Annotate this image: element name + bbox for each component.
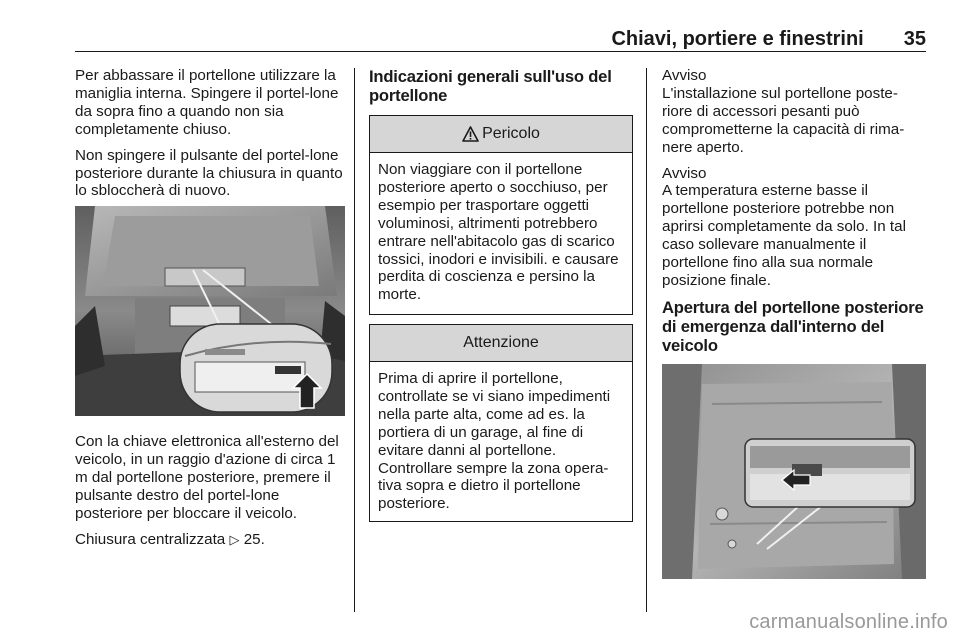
- paragraph-lower-tailgate: Per abbassare il portellone utilizzare la maniglia interna. Spingere il portel-lone da sopra fino a quando non sia completamente chiuso.: [75, 67, 339, 138]
- danger-box-body: Non viaggiare con il portellone posteriore aperto o socchiuso, per esempio per trasportare oggetti voluminosi, altrimenti potrebbero entrare nell'abitacolo gas di scarico tossici, inodori e invisibili. e causare perdita di coscienza e persino la morte.: [378, 161, 619, 304]
- right-column: [662, 67, 926, 355]
- tailgate-exterior-image: [75, 206, 345, 416]
- page-header: [75, 28, 926, 52]
- emergency-release-illustration: [662, 364, 926, 579]
- left-column: [75, 67, 347, 208]
- reference-page: 25.: [243, 530, 265, 548]
- danger-box-header: [370, 116, 632, 153]
- reference-arrow-icon: ▷: [229, 531, 240, 547]
- note-2-title: Avviso: [662, 164, 707, 182]
- section-heading-emergency-opening: Apertura del portellone posteriore di emergenza dall'interno del veicolo: [662, 297, 924, 355]
- paragraph-do-not-push-button: Non spingere il pulsante del portel-lone posteriore durante la chiusura in quanto lo sbloccherà di nuovo.: [75, 146, 343, 200]
- note-2-body: A temperatura esterne basse il portellone posteriore potrebbe non aprirsi completamente da solo. In tal caso sollevare manualmente il portellone fino alla sua normale posizione finale.: [662, 182, 906, 289]
- watermark: carmanualsonline.info: [749, 611, 948, 633]
- danger-box-title: Pericolo: [482, 125, 540, 142]
- note-1-body: L'installazione sul portellone poste-riore di accessori pesanti può comprometterne la capacità di rima-nere aperto.: [662, 84, 905, 156]
- caution-box-body: Prima di aprire il portellone, controllate se vi siano impedimenti nella parte alta, come ad es. la portiera di un garage, al fine di evitare danni al portellone. Controllare sempre la zona opera-tiva sopra e dietro il portellone posteriore.: [378, 370, 611, 513]
- danger-box: [369, 115, 633, 315]
- left-column-lower: [75, 433, 347, 556]
- section-heading-general-use: Indicazioni generali sull'uso del portellone: [369, 67, 612, 105]
- reference-text: Chiusura centralizzata: [75, 530, 226, 548]
- tailgate-button-illustration: [75, 206, 345, 416]
- paragraph-electronic-key: Con la chiave elettronica all'esterno del veicolo, in un raggio d'azione di circa 1 m dal portellone posteriore, premere il pulsante destro del portel-lone posteriore per bloccare il veicolo.: [75, 433, 339, 522]
- page-number: 35: [903, 28, 926, 50]
- caution-box: [369, 324, 633, 522]
- page-title: Chiavi, portiere e finestrini: [611, 28, 864, 50]
- caution-box-title: Attenzione: [463, 334, 539, 351]
- header-rule: [75, 51, 926, 52]
- caution-box-header: [370, 325, 632, 362]
- warning-triangle-icon: [462, 126, 479, 142]
- reference-central-locking[interactable]: [75, 531, 347, 549]
- note-1-title: Avviso: [662, 67, 707, 84]
- column-divider-left: [354, 68, 355, 612]
- tailgate-interior-image: [662, 364, 926, 579]
- middle-column: [369, 67, 633, 105]
- column-divider-right: [646, 68, 647, 612]
